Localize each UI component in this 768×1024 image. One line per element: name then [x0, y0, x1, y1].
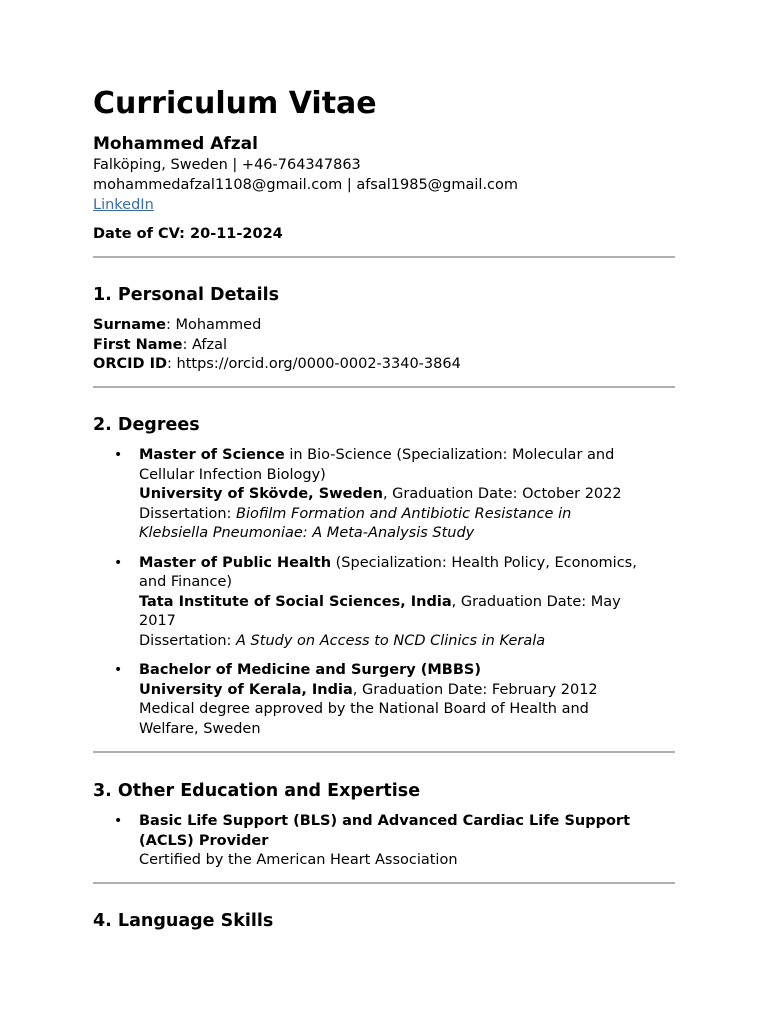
list-item	[93, 812, 675, 871]
divider	[93, 882, 675, 884]
degree-specialization: in Bio-Science (Specialization: Molecular and	[284, 447, 615, 463]
orcid-row	[93, 355, 675, 375]
linkedin-link[interactable]: LinkedIn	[93, 197, 154, 213]
orcid-value: : https://orcid.org/0000-0002-3340-3864	[167, 356, 461, 372]
dissertation-title: A Study on Access to NCD Clinics in Kerala	[236, 632, 546, 649]
first-name-row	[93, 336, 675, 356]
degrees-list	[93, 446, 675, 739]
dissertation-title-cont: Klebsiella Pneumoniae: A Meta-Analysis Study	[139, 525, 475, 541]
surname-value: : Mohammed	[165, 317, 262, 333]
bullet-icon: •	[114, 447, 123, 463]
list-item	[93, 554, 675, 652]
contact-block	[93, 156, 518, 216]
list-item	[93, 446, 675, 544]
institution: University of Kerala, India	[139, 681, 353, 698]
personal-details	[93, 316, 675, 375]
degree-title: Master of Science	[139, 447, 285, 463]
other-education-list	[93, 812, 675, 871]
dissertation-title: Biofilm Formation and Antibiotic Resistance in	[236, 505, 572, 522]
divider	[93, 751, 675, 753]
section-heading-degrees: 2. Degrees	[93, 415, 200, 435]
cv-date: Date of CV: 20-11-2024	[93, 226, 283, 242]
surname-row	[93, 316, 675, 336]
degree-specialization-cont: Cellular Infection Biology)	[139, 466, 326, 483]
certification-title: Basic Life Support (BLS) and Advanced Cardiac Life Support	[139, 813, 631, 829]
location-phone: Falköping, Sweden | +46-764347863	[93, 157, 361, 173]
institution: Tata Institute of Social Sciences, India	[139, 593, 452, 610]
degree-title: Bachelor of Medicine and Surgery (MBBS)	[139, 662, 481, 678]
orcid-label: ORCID ID	[93, 356, 168, 372]
other-education-container	[93, 812, 675, 881]
graduation-date-cont: 2017	[139, 613, 176, 629]
degree-specialization: (Specialization: Health Policy, Economics,	[331, 554, 637, 571]
graduation-date: , Graduation Date: May	[451, 593, 621, 610]
bullet-icon: •	[114, 662, 123, 678]
document-title: Curriculum Vitae	[93, 86, 377, 121]
degree-specialization-cont: and Finance)	[139, 574, 233, 590]
certification-issuer: Certified by the American Heart Association	[139, 852, 458, 868]
degree-title: Master of Public Health	[139, 554, 332, 571]
dissertation-label: Dissertation:	[139, 505, 237, 522]
section-heading-language-skills: 4. Language Skills	[93, 911, 274, 931]
divider	[93, 256, 675, 258]
degrees-list-container	[93, 446, 675, 749]
divider	[93, 386, 675, 388]
surname-label: Surname	[93, 317, 166, 333]
first-name-value: : Afzal	[182, 336, 228, 353]
list-item	[93, 661, 675, 739]
graduation-date: , Graduation Date: October 2022	[382, 486, 622, 502]
degree-note: Medical degree approved by the National Board of Health and	[139, 701, 589, 717]
certification-title-cont: (ACLS) Provider	[139, 832, 269, 849]
bullet-icon: •	[114, 813, 123, 829]
section-heading-personal-details: 1. Personal Details	[93, 285, 280, 305]
graduation-date: , Graduation Date: February 2012	[352, 681, 598, 698]
degree-note-cont: Welfare, Sweden	[139, 720, 261, 737]
section-heading-other-education: 3. Other Education and Expertise	[93, 781, 421, 801]
first-name-label: First Name	[93, 336, 183, 353]
bullet-icon: •	[114, 554, 123, 571]
dissertation-label: Dissertation:	[139, 632, 237, 649]
email-addresses: mohammedafzal1108@gmail.com | afsal1985@gmail.com	[93, 177, 519, 193]
institution: University of Skövde, Sweden	[139, 486, 383, 502]
person-name: Mohammed Afzal	[93, 134, 258, 154]
